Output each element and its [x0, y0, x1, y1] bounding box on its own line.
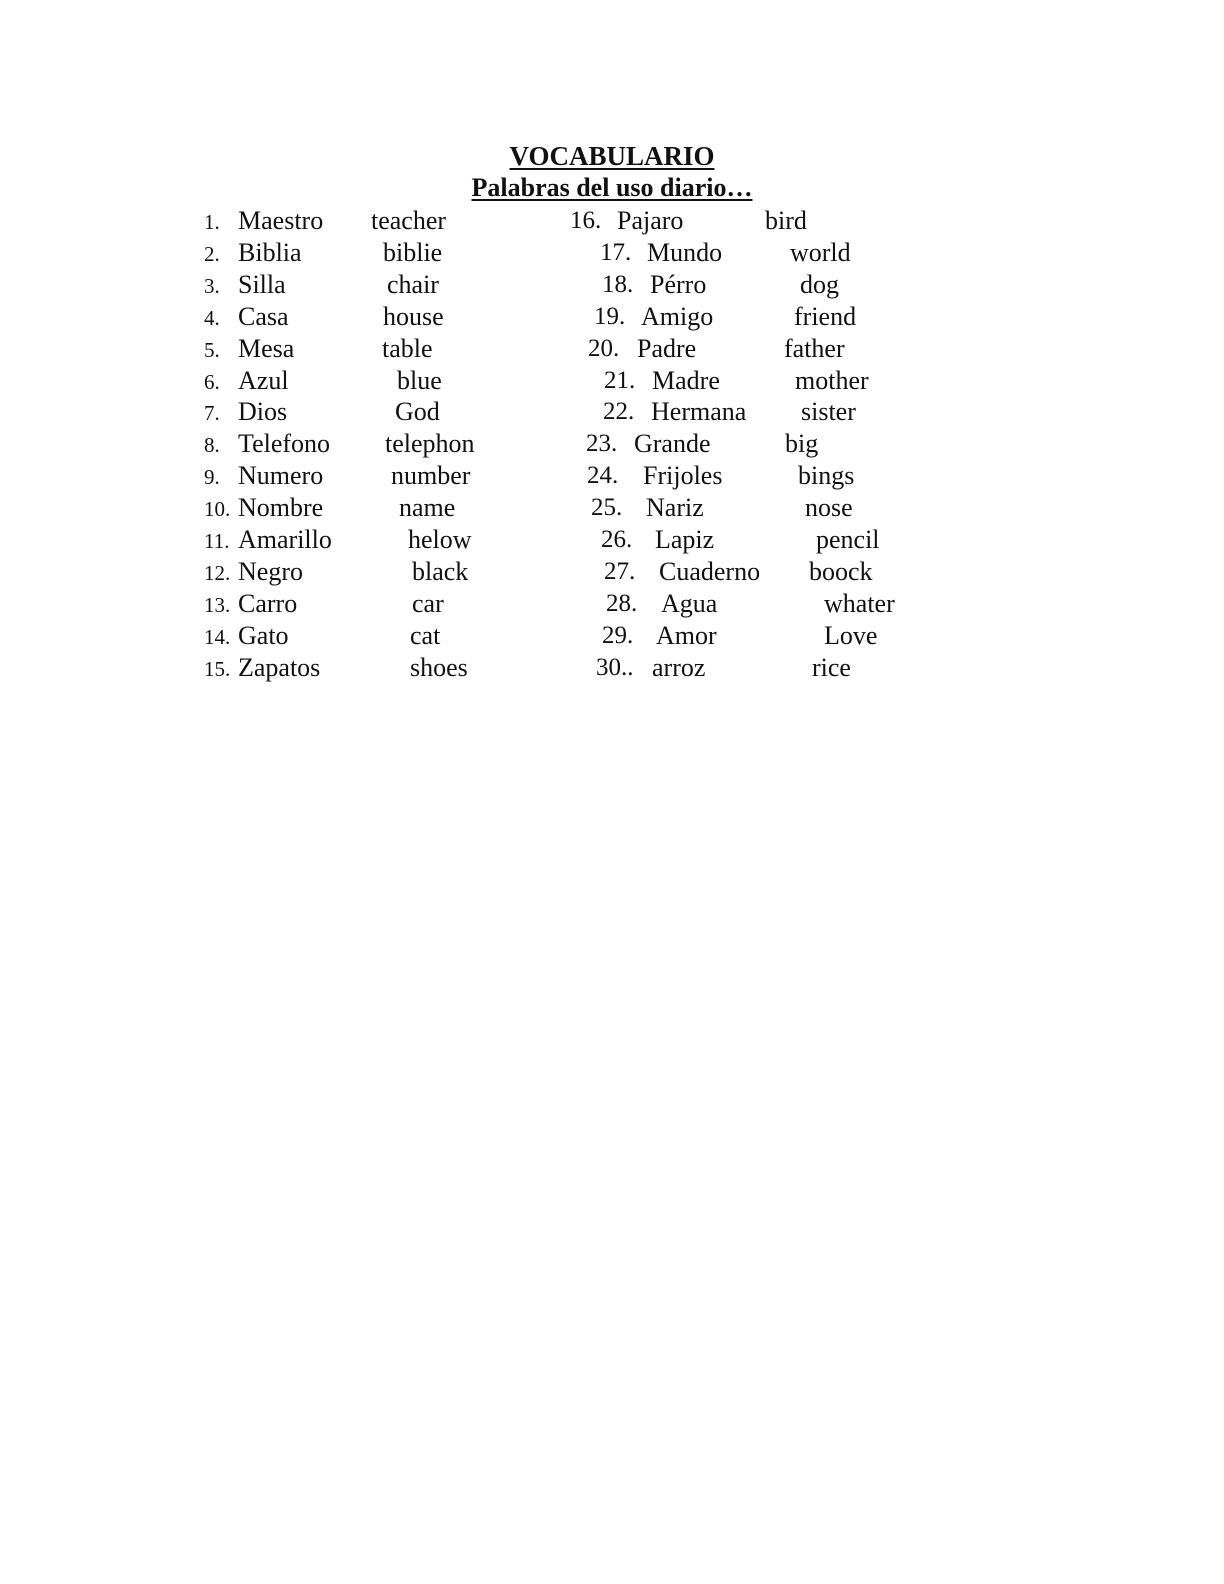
english-translation: biblie	[383, 238, 443, 267]
vocabulary-item	[0, 237, 1224, 269]
item-number: 11.	[204, 529, 230, 553]
spanish-word: Nombre	[238, 493, 324, 522]
spanish-word: Silla	[238, 270, 286, 299]
item-number: 29.	[602, 622, 634, 649]
english-translation: bings	[798, 461, 855, 490]
item-number: 17.	[600, 239, 632, 266]
vocabulary-item	[0, 365, 1224, 397]
vocabulary-item	[0, 269, 1224, 301]
english-translation: table	[382, 334, 433, 363]
english-translation: whater	[824, 589, 895, 618]
spanish-word: Gato	[238, 621, 289, 650]
vocabulary-item	[0, 492, 1224, 524]
item-number: 5.	[204, 338, 220, 362]
spanish-word: Mundo	[647, 238, 723, 267]
item-number: 4.	[204, 306, 220, 330]
spanish-word: Frijoles	[643, 461, 723, 490]
item-number: 19.	[594, 303, 626, 330]
spanish-word: Pérro	[650, 270, 707, 299]
item-number: 26.	[601, 526, 633, 553]
vocabulary-item	[0, 205, 1224, 237]
item-number: 16.	[570, 207, 602, 234]
english-translation: pencil	[816, 525, 880, 554]
spanish-word: Pajaro	[617, 206, 684, 235]
english-translation: nose	[805, 493, 853, 522]
item-number: 2.	[204, 242, 220, 266]
english-translation: teacher	[371, 206, 447, 235]
item-number: 12.	[204, 561, 231, 585]
item-number: 7.	[204, 401, 220, 425]
vocabulary-item	[0, 524, 1224, 556]
item-number: 10.	[204, 497, 231, 521]
english-translation: mother	[795, 366, 869, 395]
spanish-word: Cuaderno	[659, 557, 761, 586]
item-number: 27.	[604, 558, 636, 585]
vocabulary-item	[0, 652, 1224, 684]
english-translation: rice	[812, 653, 851, 682]
item-number: 8.	[204, 433, 220, 457]
english-translation: chair	[387, 270, 439, 299]
item-number: 18.	[602, 271, 634, 298]
english-translation: black	[412, 557, 469, 586]
vocabulary-item	[0, 428, 1224, 460]
english-translation: God	[395, 397, 440, 426]
item-number: 25.	[591, 494, 623, 521]
vocabulary-item	[0, 333, 1224, 365]
english-translation: father	[784, 334, 845, 363]
spanish-word: arroz	[652, 653, 706, 682]
spanish-word: Grande	[634, 429, 711, 458]
spanish-word: Biblia	[238, 238, 302, 267]
english-translation: friend	[794, 302, 857, 331]
english-translation: house	[383, 302, 444, 331]
item-number: 20.	[588, 335, 620, 362]
item-number: 13.	[204, 593, 231, 617]
item-number: 21.	[604, 367, 636, 394]
spanish-word: Azul	[238, 366, 289, 395]
item-number: 22.	[603, 398, 635, 425]
english-translation: big	[785, 429, 819, 458]
item-number: 6.	[204, 370, 220, 394]
spanish-word: Maestro	[238, 206, 324, 235]
vocabulary-item	[0, 620, 1224, 652]
spanish-word: Numero	[238, 461, 324, 490]
spanish-word: Nariz	[646, 493, 704, 522]
spanish-word: Lapiz	[655, 525, 715, 554]
spanish-word: Carro	[238, 589, 298, 618]
item-number: 1.	[204, 210, 220, 234]
english-translation: bird	[765, 206, 807, 235]
document-title: VOCABULARIO	[509, 141, 715, 171]
spanish-word: Zapatos	[238, 653, 321, 682]
english-translation: helow	[408, 525, 472, 554]
item-number: 24.	[587, 462, 619, 489]
spanish-word: Casa	[238, 302, 289, 331]
english-translation: shoes	[410, 653, 468, 682]
vocabulary-item	[0, 460, 1224, 492]
item-number: 14.	[204, 625, 231, 649]
spanish-word: Amor	[656, 621, 717, 650]
document-subtitle: Palabras del uso diario…	[471, 173, 753, 202]
english-translation: car	[412, 589, 444, 618]
english-translation: name	[399, 493, 456, 522]
english-translation: boock	[809, 557, 873, 586]
spanish-word: Agua	[661, 589, 718, 618]
spanish-word: Negro	[238, 557, 303, 586]
spanish-word: Padre	[637, 334, 697, 363]
vocabulary-item	[0, 301, 1224, 333]
item-number: 28.	[606, 590, 638, 617]
spanish-word: Mesa	[238, 334, 295, 363]
english-translation: sister	[801, 397, 856, 426]
item-number: 15.	[204, 657, 231, 681]
item-number: 23.	[586, 430, 618, 457]
spanish-word: Madre	[652, 366, 720, 395]
spanish-word: Dios	[238, 397, 288, 426]
english-translation: dog	[800, 270, 839, 299]
english-translation: number	[391, 461, 471, 490]
english-translation: telephon	[385, 429, 475, 458]
item-number: 3.	[204, 274, 220, 298]
english-translation: world	[790, 238, 851, 267]
english-translation: cat	[410, 621, 441, 650]
spanish-word: Amigo	[641, 302, 714, 331]
vocabulary-item	[0, 556, 1224, 588]
spanish-word: Amarillo	[238, 525, 332, 554]
spanish-word: Telefono	[238, 429, 331, 458]
spanish-word: Hermana	[651, 397, 747, 426]
english-translation: blue	[397, 366, 442, 395]
item-number: 30..	[596, 654, 634, 681]
vocabulary-item	[0, 588, 1224, 620]
item-number: 9.	[204, 465, 220, 489]
vocabulary-item	[0, 396, 1224, 428]
english-translation: Love	[824, 621, 878, 650]
